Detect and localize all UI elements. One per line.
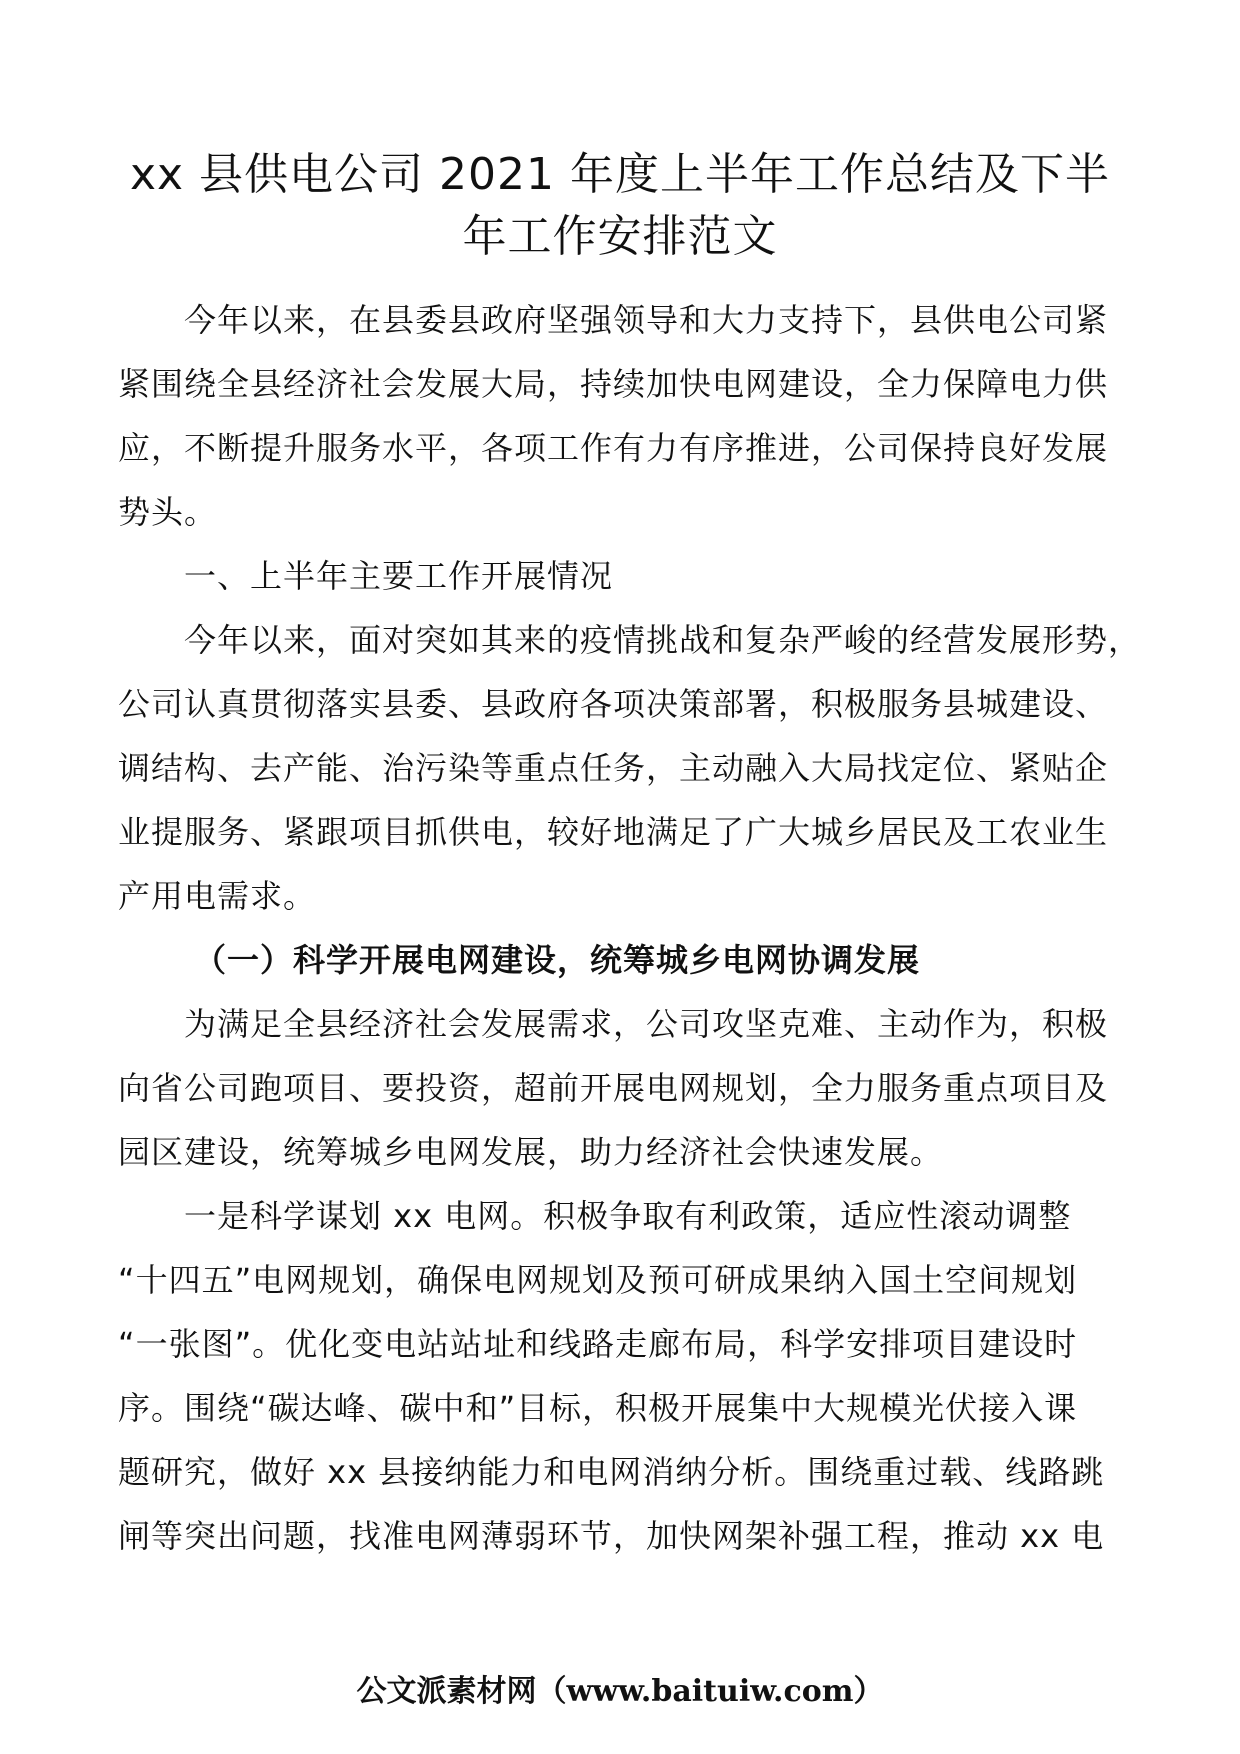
paragraph-line: 紧围绕全县经济社会发展大局，持续加快电网建设，全力保障电力供	[118, 365, 1109, 403]
paragraph-line: 园区建设，统筹城乡电网发展，助力经济社会快速发展。	[118, 1133, 944, 1171]
paragraph-line: 题研究，做好 xx 县接纳能力和电网消纳分析。围绕重过载、线路跳	[118, 1453, 1105, 1491]
section-paragraph	[118, 608, 1142, 928]
document-title	[90, 144, 1150, 268]
paragraph-line: 一是科学谋划 xx 电网。积极争取有利政策，适应性滚动调整	[184, 1197, 1072, 1235]
section-heading: 一、上半年主要工作开展情况	[184, 557, 614, 595]
source-footer: 公文派素材网（www.baituiw.com）	[356, 1674, 884, 1709]
paragraph-line: 应，不断提升服务水平，各项工作有力有序推进，公司保持良好发展	[118, 429, 1109, 467]
paragraph-line: 势头。	[118, 493, 218, 531]
document-body	[118, 288, 1142, 1568]
paragraph-line: 为满足全县经济社会发展需求，公司攻坚克难、主动作为，积极	[184, 1005, 1109, 1043]
paragraph-line: “一张图”。优化变电站站址和线路走廊布局，科学安排项目建设时	[118, 1325, 1078, 1363]
paragraph-line: 今年以来，面对突如其来的疫情挑战和复杂严峻的经营发展形势，	[184, 621, 1142, 659]
paragraph-line: 向省公司跑项目、要投资，超前开展电网规划，全力服务重点项目及	[118, 1069, 1109, 1107]
title-line: xx 县供电公司 2021 年度上半年工作总结及下半	[129, 149, 1110, 200]
title-line: 年工作安排范文	[462, 211, 778, 262]
subsection-heading: （一）科学开展电网建设，统筹城乡电网协调发展	[194, 941, 921, 979]
paragraph-line: “十四五”电网规划，确保电网规划及预可研成果纳入国土空间规划	[118, 1261, 1078, 1299]
paragraph-line: 业提服务、紧跟项目抓供电，较好地满足了广大城乡居民及工农业生	[118, 813, 1109, 851]
paragraph-line: 今年以来，在县委县政府坚强领导和大力支持下，县供电公司紧	[184, 301, 1109, 339]
paragraph-line: 公司认真贯彻落实县委、县政府各项决策部署，积极服务县城建设、	[118, 685, 1109, 723]
intro-paragraph	[118, 288, 1128, 544]
subsection-paragraph	[118, 992, 1128, 1184]
paragraph-line: 序。围绕“碳达峰、碳中和”目标，积极开展集中大规模光伏接入课	[118, 1389, 1078, 1427]
item-paragraph	[118, 1184, 1128, 1568]
paragraph-line: 产用电需求。	[118, 877, 317, 915]
paragraph-line: 调结构、去产能、治污染等重点任务，主动融入大局找定位、紧贴企	[118, 749, 1109, 787]
paragraph-line: 闸等突出问题，找准电网薄弱环节，加快网架补强工程，推动 xx 电	[118, 1517, 1105, 1555]
